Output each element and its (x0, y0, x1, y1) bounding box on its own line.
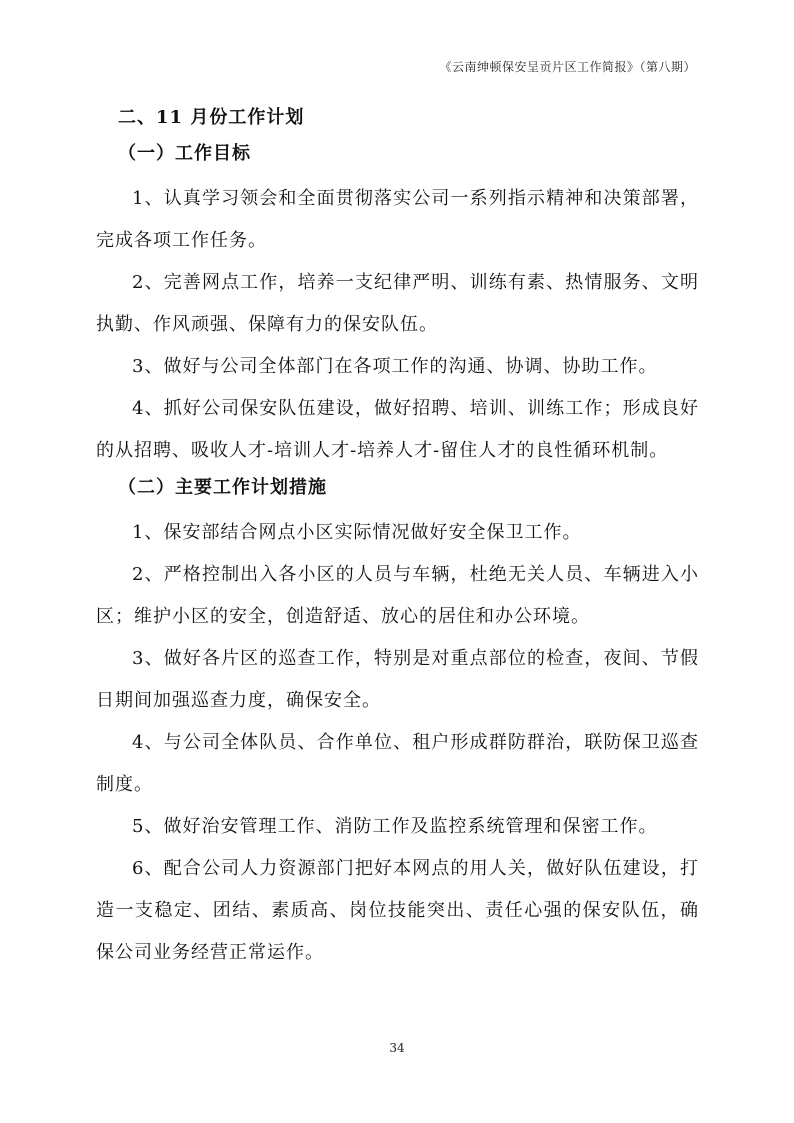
paragraph: 1、保安部结合网点小区实际情况做好安全保卫工作。 (132, 522, 582, 543)
running-header: 《云南绅顿保安呈贡片区工作简报》（第八期） (439, 60, 696, 74)
subsection-heading: （二）主要工作计划措施 (118, 477, 327, 498)
page-content (96, 100, 699, 974)
paragraph: 4、抓好公司保安队伍建设，做好招聘、培训、训练工作；形成良好的从招聘、吸收人才-培训人才-培养人才-留住人才的良性循环机制。 (96, 398, 699, 461)
paragraph: 5、做好治安管理工作、消防工作及监控系统管理和保密工作。 (132, 816, 658, 837)
subsection-goals (96, 142, 699, 472)
paragraph: 3、做好与公司全体部门在各项工作的沟通、协调、协助工作。 (132, 356, 658, 377)
page-number: 34 (389, 1041, 405, 1055)
paragraph: 4、与公司全体队员、合作单位、租户形成群防群治，联防保卫巡查制度。 (96, 732, 699, 795)
subsection-heading: （一）工作目标 (118, 143, 251, 164)
paragraph: 3、做好各片区的巡查工作，特别是对重点部位的检查，夜间、节假日期间加强巡查力度，确保安全。 (96, 648, 699, 711)
paragraph: 1、认真学习领会和全面贯彻落实公司一系列指示精神和决策部署，完成各项工作任务。 (96, 188, 699, 251)
section-heading: 二、11 月份工作计划 (118, 107, 305, 128)
paragraph: 6、配合公司人力资源部门把好本网点的用人关，做好队伍建设，打造一支稳定、团结、素质高、岗位技能突出、责任心强的保安队伍，确保公司业务经营正常运作。 (96, 858, 699, 963)
paragraph: 2、严格控制出入各小区的人员与车辆，杜绝无关人员、车辆进入小区；维护小区的安全，创造舒适、放心的居住和办公环境。 (96, 564, 699, 627)
paragraph: 2、完善网点工作，培养一支纪律严明、训练有素、热情服务、文明执勤、作风顽强、保障有力的保安队伍。 (96, 272, 699, 335)
subsection-measures (96, 476, 699, 974)
